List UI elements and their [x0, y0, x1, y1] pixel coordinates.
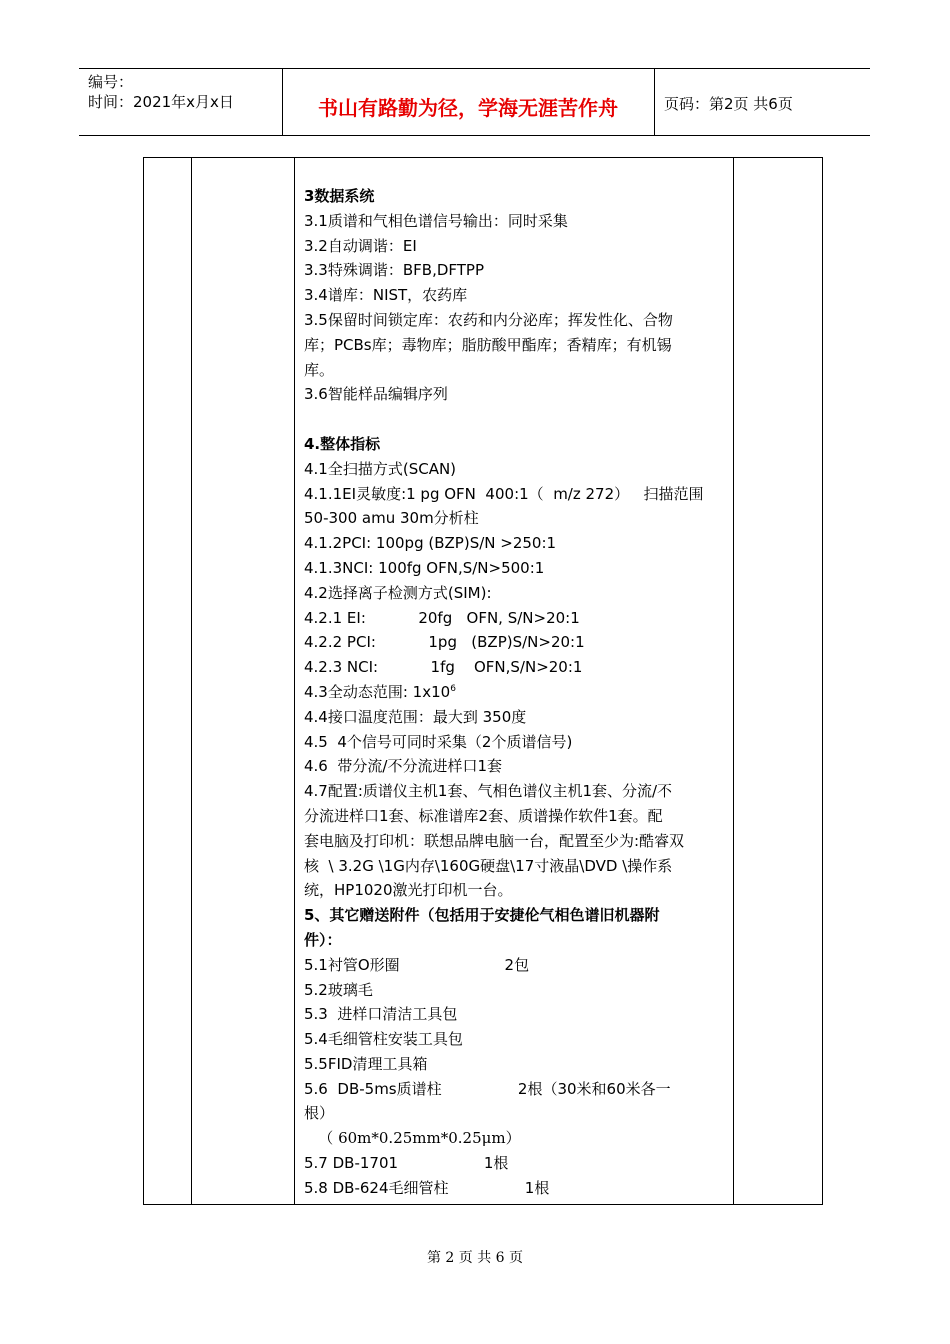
blank-line: [304, 407, 724, 432]
spec-line: 3.2自动调谐：EI: [304, 236, 417, 255]
spec-line: 分流进样口1套、标准谱库2套、质谱操作软件1套。配: [304, 806, 663, 825]
spec-line: 3.1质谱和气相色谱信号输出：同时采集: [304, 211, 568, 230]
spec-line: 50-300 amu 30m分析柱: [304, 509, 479, 528]
section-title: 5、其它赠送附件（包括用于安捷伦气相色谱旧机器附: [304, 906, 660, 925]
spec-line: 库；PCBs库；毒物库；脂肪酸甲酯库；香精库；有机锡: [304, 335, 672, 354]
header-motto: 书山有路勤为径，学海无涯苦作舟: [318, 96, 618, 120]
spec-line: 根）: [304, 1104, 335, 1123]
spec-line: 4.4接口温度范围：最大到 350度: [304, 707, 527, 726]
section-title: 4.整体指标: [304, 434, 381, 453]
spec-line: 4.7配置:质谱仪主机1套、气相色谱仪主机1套、分流/不: [304, 782, 673, 801]
page-footer: 第 2 页 共 6 页: [426, 1250, 524, 1266]
header-meta: [88, 72, 234, 112]
spec-line: 5.6 DB-5ms质谱柱 2根（30米和60米各一: [304, 1079, 671, 1098]
table-column-divider: [294, 158, 295, 1204]
section-title: 3数据系统: [304, 187, 375, 205]
spec-line: 5.5FID清理工具箱: [304, 1054, 428, 1073]
spec-line: 5.1衬管O形圈 2包: [304, 955, 530, 974]
spec-line: 4.2选择离子检测方式(SIM):: [304, 583, 492, 602]
header-divider: [654, 68, 655, 135]
spec-content: [304, 184, 724, 1201]
dynamic-range-text: 4.3全动态范围: 1x10: [304, 682, 451, 701]
spec-line: （ 60m*0.25mm*0.25μm）: [304, 1129, 521, 1148]
spec-line: [304, 680, 724, 705]
document-number-label: 编号：: [88, 73, 134, 91]
spec-line: 5.4毛细管柱安装工具包: [304, 1030, 463, 1049]
spec-line: 4.5 4个信号可同时采集（2个质谱信号): [304, 732, 573, 751]
spec-line: 5.7 DB-1701 1根: [304, 1154, 509, 1173]
header-top-rule: [79, 68, 870, 69]
spec-line: 4.6 带分流/不分流进样口1套: [304, 757, 502, 776]
section-title: 件）：: [304, 930, 342, 949]
spec-line: 3.4谱库：NIST，农药库: [304, 286, 468, 305]
header-page-info: 页码：第2页 共6页: [664, 95, 793, 113]
spec-line: 4.1.2PCI: 100pg (BZP)S/N >250:1: [304, 534, 557, 553]
spec-line: 4.2.2 PCI: 1pg (BZP)S/N>20:1: [304, 633, 585, 652]
spec-line: 3.6智能样品编辑序列: [304, 385, 448, 404]
spec-line: 5.8 DB-624毛细管柱 1根: [304, 1178, 550, 1197]
dynamic-range-exponent: 6: [450, 683, 456, 694]
spec-line: 3.3特殊调谐：BFB,DFTPP: [304, 261, 485, 280]
document-time-label: 时间：2021年x月x日: [88, 93, 234, 111]
spec-line: 4.1.1EI灵敏度:1 pg OFN 400:1（ m/z 272） 扫描范围: [304, 484, 704, 503]
spec-line: 套电脑及打印机：联想品牌电脑一台，配置至少为:酷睿双: [304, 831, 685, 850]
spec-line: 4.1.3NCI: 100fg OFN,S/N>500:1: [304, 558, 545, 577]
table-column-divider: [191, 158, 192, 1204]
spec-line: 统，HP1020激光打印机一台。: [304, 881, 513, 900]
table-column-divider: [733, 158, 734, 1204]
spec-line: 核 \ 3.2G \1G内存\160G硬盘\17寸液晶\DVD \操作系: [304, 856, 673, 875]
spec-line: 库。: [304, 360, 335, 379]
spec-line: 5.2玻璃毛: [304, 980, 373, 999]
spec-line: 4.2.1 EI: 20fg OFN, S/N>20:1: [304, 608, 580, 627]
spec-line: 5.3 进样口清洁工具包: [304, 1005, 458, 1024]
spec-line: 4.2.3 NCI: 1fg OFN,S/N>20:1: [304, 658, 583, 677]
header-bottom-rule: [79, 135, 870, 136]
spec-line: 3.5保留时间锁定库：农药和内分泌库；挥发性化、合物: [304, 310, 673, 329]
spec-line: 4.1全扫描方式(SCAN): [304, 459, 457, 478]
